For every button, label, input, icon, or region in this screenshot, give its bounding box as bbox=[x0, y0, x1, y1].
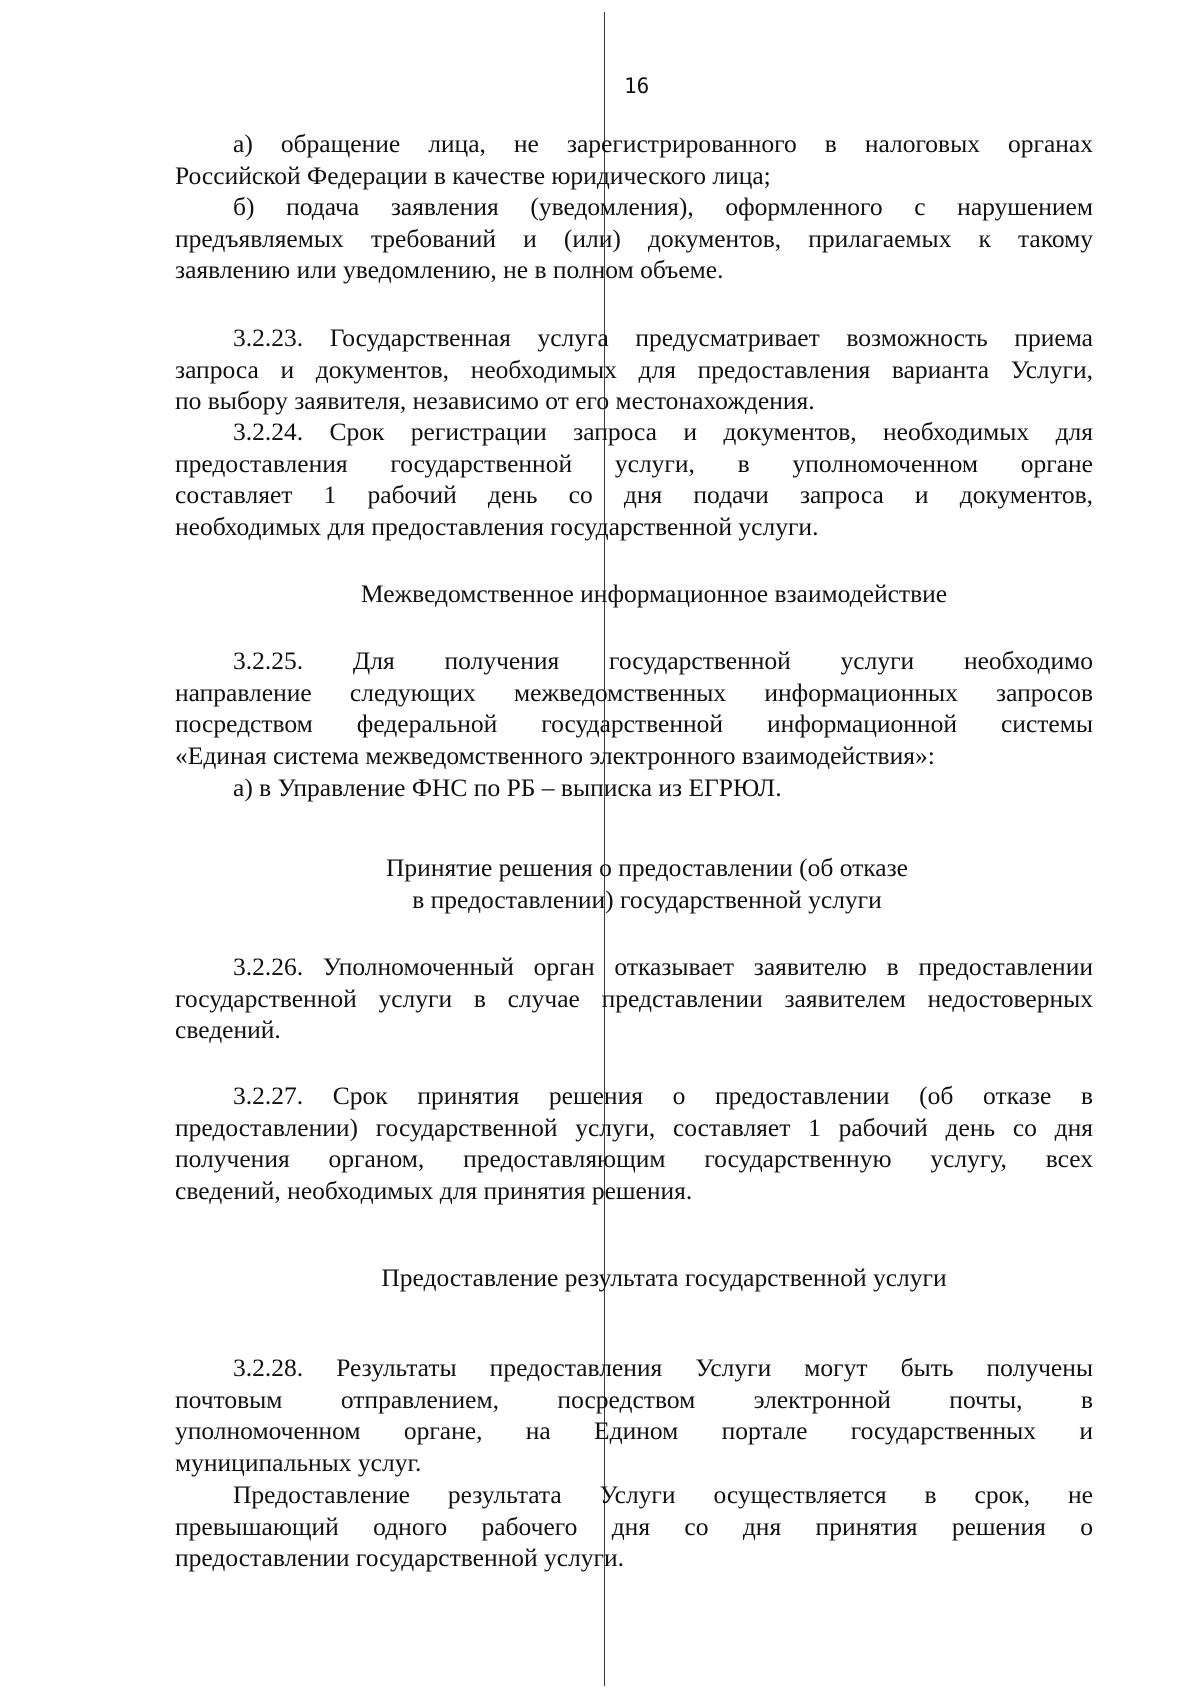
text-line: уполномоченном органе, на Едином портале государственных и bbox=[175, 1416, 1093, 1445]
text-line: 3.2.28. Результаты предоставления Услуги могут быть получены bbox=[233, 1353, 1093, 1382]
paragraph-3-2-23 bbox=[175, 322, 1093, 417]
text-line: получения органом, предоставляющим государственную услугу, всех bbox=[175, 1144, 1093, 1173]
paragraph-3-2-27 bbox=[175, 1080, 1093, 1206]
text-line: составляет 1 рабочий день со дня подачи запроса и документов, bbox=[175, 480, 1093, 509]
paragraph-3-2-24 bbox=[175, 416, 1093, 542]
text-line: сведений, необходимых для принятия решения. bbox=[175, 1175, 693, 1205]
text-line: необходимых для предоставления государственной услуги. bbox=[175, 511, 819, 541]
paragraph-a-refusal bbox=[175, 128, 1093, 191]
section-heading-interagency bbox=[175, 578, 1093, 610]
text-line: 3.2.27. Срок принятия решения о предоставлении (об отказе в bbox=[233, 1081, 1093, 1110]
text-line: 3.2.26. Уполномоченный орган отказывает заявителю в предоставлении bbox=[233, 952, 1093, 981]
paragraph-3-2-28 bbox=[175, 1352, 1093, 1478]
paragraph-result-term bbox=[175, 1479, 1093, 1574]
text-line: 3.2.25. Для получения государственной услуги необходимо bbox=[233, 646, 1093, 675]
paragraph-3-2-26 bbox=[175, 951, 1093, 1046]
section-heading-decision bbox=[175, 852, 1093, 915]
text-line: запроса и документов, необходимых для предоставления варианта Услуги, bbox=[175, 354, 1093, 384]
paragraph-3-2-25 bbox=[175, 645, 1093, 771]
text-line: предоставлении государственной услуги. bbox=[175, 1543, 625, 1572]
heading-line: Предоставление результата государственной услуги bbox=[381, 1263, 947, 1292]
paragraph-b-refusal bbox=[175, 191, 1093, 286]
heading-line: Принятие решения о предоставлении (об отказе bbox=[386, 853, 908, 882]
text-line: по выбору заявителя, независимо от его местонахождения. bbox=[175, 386, 815, 415]
paragraph-a-egrul bbox=[175, 772, 1093, 804]
text-line: предоставлении) государственной услуги, составляет 1 рабочий день со дня bbox=[175, 1112, 1093, 1142]
text-line: предоставления государственной услуги, в уполномоченном органе bbox=[175, 448, 1093, 478]
heading-line: в предоставлении) государственной услуги bbox=[412, 884, 882, 914]
text-line: 3.2.24. Срок регистрации запроса и документов, необходимых для bbox=[233, 417, 1093, 446]
text-line: «Единая система межведомственного электронного взаимодействия»: bbox=[175, 740, 935, 770]
page-number: 16 bbox=[624, 74, 650, 98]
text-line: почтовым отправлением, посредством электронной почты, в bbox=[175, 1384, 1093, 1414]
text-line: предъявляемых требований и (или) документов, прилагаемых к такому bbox=[175, 223, 1093, 253]
text-line: посредством федеральной государственной информационной системы bbox=[175, 709, 1093, 738]
text-line: превышающий одного рабочего дня со дня принятия решения о bbox=[175, 1511, 1093, 1541]
text-line: заявлению или уведомлению, не в полном объеме. bbox=[175, 255, 724, 284]
text-line: а) обращение лица, не зарегистрированного в налоговых органах bbox=[233, 129, 1093, 158]
text-line: а) в Управление ФНС по РБ – выписка из ЕГРЮЛ. bbox=[233, 773, 782, 802]
text-line: Предоставление результата Услуги осуществляется в срок, не bbox=[233, 1480, 1093, 1509]
text-line: государственной услуги в случае представлении заявителем недостоверных bbox=[175, 983, 1093, 1013]
text-line: б) подача заявления (уведомления), оформленного с нарушением bbox=[233, 192, 1093, 221]
text-line: сведений. bbox=[175, 1015, 281, 1044]
text-line: Российской Федерации в качестве юридического лица; bbox=[175, 160, 771, 190]
heading-line: Межведомственное информационное взаимодействие bbox=[360, 579, 948, 608]
text-line: муниципальных услуг. bbox=[175, 1447, 422, 1477]
text-line: 3.2.23. Государственная услуга предусматривает возможность приема bbox=[233, 323, 1093, 352]
section-heading-result bbox=[175, 1262, 1093, 1294]
text-line: направление следующих межведомственных информационных запросов bbox=[175, 677, 1093, 707]
